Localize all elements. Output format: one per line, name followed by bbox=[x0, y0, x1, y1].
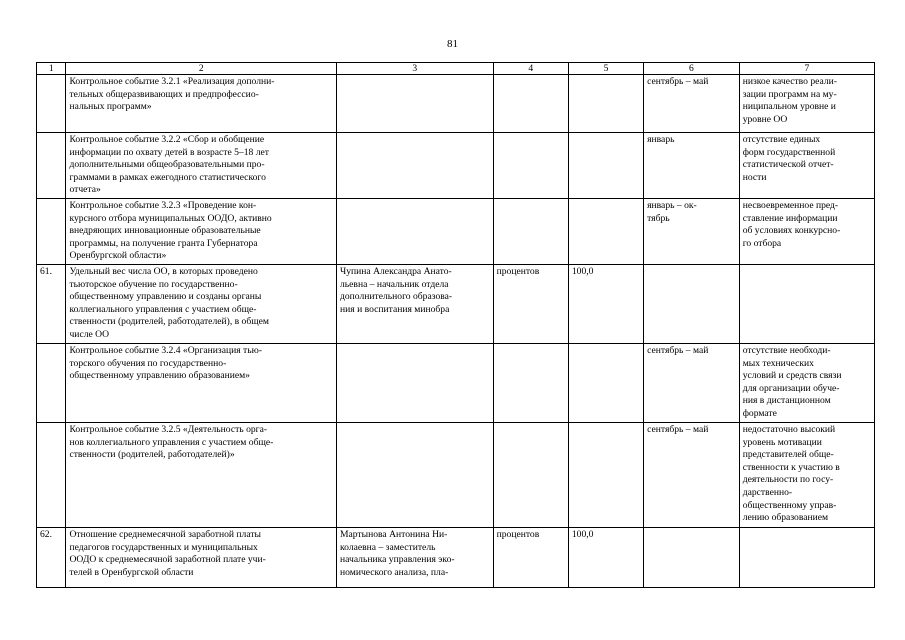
text-line: ственности (родителей, работодателей)» bbox=[69, 449, 235, 461]
text-line: начальника управления эко- bbox=[340, 554, 455, 566]
text-line: отсутствие необходи- bbox=[742, 345, 831, 356]
text-line: ниципальном уровне и bbox=[742, 101, 836, 113]
document-table bbox=[36, 62, 875, 588]
row-number-cell: 61. bbox=[37, 265, 66, 344]
text-line: сентябрь – май bbox=[647, 76, 709, 87]
text-line: общественному управлению и созданы органы bbox=[69, 291, 262, 303]
risk-cell bbox=[739, 199, 874, 265]
value-cell bbox=[568, 199, 643, 265]
description-cell bbox=[66, 423, 337, 528]
table-row bbox=[37, 344, 875, 423]
text-line: ности bbox=[742, 171, 767, 183]
text-line: Чупина Александра Анато- bbox=[340, 266, 452, 277]
row-number-cell: 62. bbox=[37, 528, 66, 588]
unit-cell bbox=[493, 423, 568, 528]
table-row bbox=[37, 528, 875, 588]
unit-cell: процентов bbox=[493, 528, 568, 588]
text-line: форм государственной bbox=[742, 146, 836, 158]
text-line: дополнительного образова- bbox=[340, 291, 453, 303]
text-line: низкое качество реали- bbox=[742, 76, 837, 87]
text-line: ния и воспитания минобра bbox=[340, 303, 450, 315]
text-line: Контрольное событие 3.2.2 «Сбор и обобщение bbox=[69, 134, 265, 145]
unit-cell bbox=[493, 133, 568, 199]
page-number: 81 bbox=[447, 38, 458, 50]
row-number-cell bbox=[37, 133, 66, 199]
text-line: отчета» bbox=[69, 184, 101, 196]
text-line: торского обучения по государственно- bbox=[69, 357, 227, 369]
header-row bbox=[37, 63, 875, 75]
text-line: Контрольное событие 3.2.1 «Реализация дополни- bbox=[69, 76, 275, 87]
text-line: ственности (родителей, работодателей), в общем bbox=[69, 316, 269, 328]
value-cell: 100,0 bbox=[568, 265, 643, 344]
risk-cell bbox=[739, 133, 874, 199]
description-cell bbox=[66, 133, 337, 199]
responsible-cell bbox=[337, 133, 494, 199]
description-cell bbox=[66, 528, 337, 588]
header-cell-4: 4 bbox=[493, 63, 568, 75]
text-line: для организации обуче- bbox=[742, 382, 840, 394]
text-line: лению образованием bbox=[742, 512, 829, 524]
unit-cell bbox=[493, 199, 568, 265]
text-line: ния в дистанционном bbox=[742, 395, 831, 407]
text-line: ООДО к среднемесячной заработной плате учи- bbox=[69, 554, 266, 566]
period-cell bbox=[644, 344, 740, 423]
text-line: статистической отчет- bbox=[742, 159, 834, 171]
risk-cell bbox=[739, 265, 874, 344]
text-line: нов коллегиального управления с участием обще- bbox=[69, 436, 274, 448]
text-line: граммами в рамках ежегодного статистического bbox=[69, 171, 266, 183]
header-cell-7: 7 bbox=[739, 63, 874, 75]
text-line: го отбора bbox=[742, 237, 782, 249]
text-line: колаевна – заместитель bbox=[340, 541, 436, 553]
row-number-cell bbox=[37, 75, 66, 133]
text-line: ственности к участию в bbox=[742, 461, 840, 473]
text-line: дарственно- bbox=[742, 486, 793, 498]
text-line: уровне ОО bbox=[742, 113, 788, 125]
description-cell bbox=[66, 75, 337, 133]
text-line: мых технических bbox=[742, 357, 814, 369]
text-line: программы, на получение гранта Губернатора bbox=[69, 237, 258, 249]
header-cell-1: 1 bbox=[37, 63, 66, 75]
responsible-cell bbox=[337, 344, 494, 423]
period-cell bbox=[644, 528, 740, 588]
unit-cell bbox=[493, 75, 568, 133]
table-row bbox=[37, 423, 875, 528]
text-line: формате bbox=[742, 407, 777, 419]
text-line: курсного отбора муниципальных ООДО, активно bbox=[69, 212, 272, 224]
text-line: льевна – начальник отдела bbox=[340, 278, 449, 290]
header-cell-2: 2 bbox=[66, 63, 337, 75]
text-line: несвоевременное пред- bbox=[742, 200, 839, 211]
text-line: сентябрь – май bbox=[647, 345, 709, 356]
text-line: общественному управ- bbox=[742, 499, 837, 511]
responsible-cell bbox=[337, 265, 494, 344]
text-line: отсутствие единых bbox=[742, 134, 821, 145]
text-line: январь bbox=[647, 134, 675, 145]
responsible-cell bbox=[337, 528, 494, 588]
text-line: Контрольное событие 3.2.4 «Организация тью- bbox=[69, 345, 262, 356]
risk-cell bbox=[739, 344, 874, 423]
text-line: дополнительными общеобразовательными про- bbox=[69, 159, 265, 171]
text-line: Отношение среднемесячной заработной платы bbox=[69, 529, 261, 540]
text-line: Контрольное событие 3.2.3 «Проведение кон- bbox=[69, 200, 257, 211]
text-line: недостаточно высокий bbox=[742, 424, 836, 435]
description-cell bbox=[66, 344, 337, 423]
responsible-cell bbox=[337, 75, 494, 133]
text-line: Оренбургской области» bbox=[69, 250, 167, 262]
value-cell: 100,0 bbox=[568, 528, 643, 588]
text-line: Контрольное событие 3.2.5 «Деятельность орга- bbox=[69, 424, 268, 435]
period-cell bbox=[644, 75, 740, 133]
description-cell bbox=[66, 199, 337, 265]
table-row bbox=[37, 265, 875, 344]
header-cell-6: 6 bbox=[644, 63, 740, 75]
risk-cell bbox=[739, 528, 874, 588]
text-line: сентябрь – май bbox=[647, 424, 709, 435]
text-line: номического анализа, пла- bbox=[340, 566, 449, 578]
period-cell bbox=[644, 423, 740, 528]
text-line: представителей обще- bbox=[742, 449, 834, 461]
text-line: внедряющих инновационные образовательные bbox=[69, 225, 261, 237]
text-line: условий и средств связи bbox=[742, 370, 842, 382]
unit-cell: процентов bbox=[493, 265, 568, 344]
text-line: общественному управлению образованием» bbox=[69, 370, 250, 382]
text-line: Удельный вес числа ОО, в которых проведено bbox=[69, 266, 258, 277]
text-line: ставление информации bbox=[742, 212, 838, 224]
text-line: телей в Оренбургской области bbox=[69, 566, 194, 578]
period-cell bbox=[644, 133, 740, 199]
risk-cell bbox=[739, 423, 874, 528]
header-cell-5: 5 bbox=[568, 63, 643, 75]
table-row bbox=[37, 75, 875, 133]
value-cell bbox=[568, 344, 643, 423]
text-line: коллегиального управления с участием обще- bbox=[69, 303, 257, 315]
row-number-cell bbox=[37, 423, 66, 528]
text-line: тьюторское обучение по государственно- bbox=[69, 278, 238, 290]
risk-cell bbox=[739, 75, 874, 133]
text-line: деятельности по госу- bbox=[742, 474, 834, 486]
value-cell bbox=[568, 133, 643, 199]
text-line: нальных программ» bbox=[69, 101, 152, 113]
header-cell-3: 3 bbox=[337, 63, 494, 75]
value-cell bbox=[568, 423, 643, 528]
text-line: уровень мотивации bbox=[742, 436, 822, 448]
value-cell bbox=[568, 75, 643, 133]
text-line: Мартынова Антонина Ни- bbox=[340, 529, 448, 540]
text-line: педагогов государственных и муниципальных bbox=[69, 541, 258, 553]
text-line: январь – ок- bbox=[647, 200, 697, 211]
period-cell bbox=[644, 199, 740, 265]
text-line: информации по охвату детей в возрасте 5–18 лет bbox=[69, 146, 269, 158]
table-row bbox=[37, 133, 875, 199]
text-line: тябрь bbox=[647, 212, 670, 224]
unit-cell bbox=[493, 344, 568, 423]
responsible-cell bbox=[337, 423, 494, 528]
table-row bbox=[37, 199, 875, 265]
period-cell bbox=[644, 265, 740, 344]
row-number-cell bbox=[37, 344, 66, 423]
text-line: тельных общеразвивающих и предпрофессио- bbox=[69, 88, 259, 100]
text-line: об условиях конкурсно- bbox=[742, 225, 841, 237]
row-number-cell bbox=[37, 199, 66, 265]
text-line: числе ОО bbox=[69, 328, 110, 340]
description-cell bbox=[66, 265, 337, 344]
responsible-cell bbox=[337, 199, 494, 265]
text-line: зации программ на му- bbox=[742, 88, 837, 100]
